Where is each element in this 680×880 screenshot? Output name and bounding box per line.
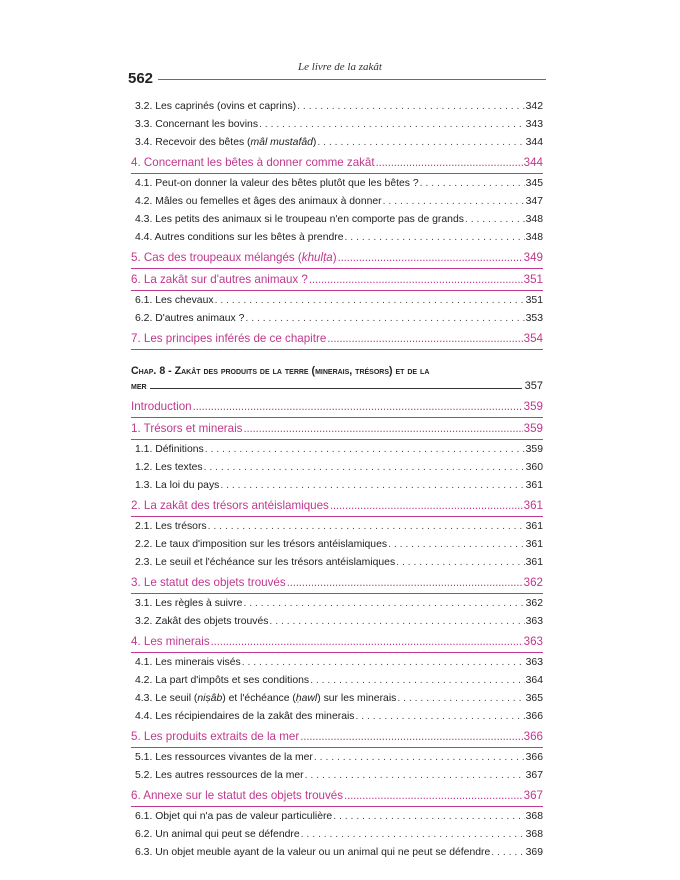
toc-entry[interactable] — [131, 193, 543, 211]
toc-entry-title: 3.4. Recevoir des bêtes (mâl mustafâd) — [135, 137, 317, 148]
toc-entry-title: 3.3. Concernant les bovins — [135, 119, 259, 130]
header-rule — [158, 79, 546, 80]
dot-leader — [193, 397, 523, 417]
table-of-contents — [131, 98, 543, 862]
chapter-leader-rule — [150, 378, 522, 389]
toc-entry-title: 4.1. Peut-on donner la valeur des bêtes plutôt que les bêtes ? — [135, 178, 419, 189]
dot-leader — [259, 116, 525, 134]
toc-entry-title: 1.1. Définitions — [135, 444, 204, 455]
dot-leader — [338, 248, 523, 268]
toc-entry[interactable] — [131, 595, 543, 613]
toc-entry-page: 348 — [525, 214, 543, 225]
toc-entry-page: 348 — [525, 232, 543, 243]
toc-entry-title: 1. Trésors et minerais — [131, 422, 243, 435]
toc-entry[interactable] — [131, 826, 543, 844]
toc-section-entry[interactable] — [131, 270, 543, 291]
toc-entry-page: 342 — [525, 101, 543, 112]
toc-entry-title: 3.2. Zakât des objets trouvés — [135, 616, 269, 627]
dot-leader — [245, 310, 524, 328]
dot-leader — [211, 632, 523, 652]
toc-entry-page: 344 — [525, 137, 543, 148]
toc-entry-title: 2. La zakât des trésors antéislamiques — [131, 499, 329, 512]
dot-leader — [300, 727, 522, 747]
toc-entry[interactable] — [131, 116, 543, 134]
dot-leader — [309, 270, 523, 290]
toc-entry[interactable] — [131, 518, 543, 536]
toc-entry-title: 5.2. Les autres ressources de la mer — [135, 770, 304, 781]
toc-entry[interactable] — [131, 708, 543, 726]
toc-entry-page: 367 — [523, 789, 543, 802]
dot-leader — [376, 153, 523, 173]
toc-entry-page: 366 — [523, 730, 543, 743]
toc-entry-title: 6.3. Un objet meuble ayant de la valeur ou un animal qui ne peut se défendre — [135, 847, 491, 858]
toc-section-entry[interactable] — [131, 727, 543, 748]
toc-entry-title: 3.1. Les règles à suivre — [135, 598, 243, 609]
toc-entry[interactable] — [131, 477, 543, 495]
dot-leader — [314, 749, 525, 767]
toc-entry-title: 6.2. Un animal qui peut se défendre — [135, 829, 300, 840]
toc-entry[interactable] — [131, 310, 543, 328]
toc-entry-page: 347 — [525, 196, 543, 207]
toc-entry-page: 366 — [525, 711, 543, 722]
toc-section-entry[interactable] — [131, 153, 543, 174]
dot-leader — [301, 826, 525, 844]
toc-section-entry[interactable] — [131, 419, 543, 440]
dot-leader — [215, 292, 525, 310]
toc-entry-title: Introduction — [131, 400, 192, 413]
toc-entry-title: 2.2. Le taux d'imposition sur les trésors antéislamiques — [135, 539, 388, 550]
dot-leader — [305, 767, 525, 785]
toc-entry-page: 345 — [525, 178, 543, 189]
toc-entry-title: 6. La zakât sur d'autres animaux ? — [131, 273, 308, 286]
dot-leader — [396, 554, 524, 572]
toc-entry[interactable] — [131, 175, 543, 193]
toc-entry-title: 4.4. Les récipiendaires de la zakât des minerais — [135, 711, 355, 722]
dot-leader — [242, 654, 525, 672]
toc-entry-title: 1.3. La loi du pays — [135, 480, 220, 491]
toc-entry-title: 5. Les produits extraits de la mer — [131, 730, 300, 743]
toc-entry-page: 359 — [523, 422, 543, 435]
toc-entry-title: 5.1. Les ressources vivantes de la mer — [135, 752, 313, 763]
toc-entry-title: 6. Annexe sur le statut des objets trouvés — [131, 789, 344, 802]
dot-leader — [491, 844, 524, 862]
toc-section-entry[interactable] — [131, 329, 543, 350]
toc-entry[interactable] — [131, 690, 543, 708]
toc-entry-page: 361 — [523, 499, 543, 512]
toc-entry-title: 3. Le statut des objets trouvés — [131, 576, 286, 589]
toc-entry-page: 367 — [525, 770, 543, 781]
chapter-title-line2: mer — [131, 380, 147, 392]
toc-entry[interactable] — [131, 98, 543, 116]
toc-entry-title: 7. Les principes inférés de ce chapitre — [131, 332, 327, 345]
chapter-heading[interactable] — [131, 364, 543, 393]
toc-entry-title: 4. Concernant les bêtes à donner comme zakât — [131, 156, 375, 169]
toc-entry[interactable] — [131, 229, 543, 247]
toc-entry-page: 359 — [523, 400, 543, 413]
toc-entry-title: 6.2. D'autres animaux ? — [135, 313, 245, 324]
toc-entry[interactable] — [131, 211, 543, 229]
toc-section-after — [131, 397, 543, 862]
toc-entry-title: 4. Les minerais — [131, 635, 210, 648]
toc-entry-title: 4.2. La part d'impôts et ses conditions — [135, 675, 310, 686]
dot-leader — [345, 229, 525, 247]
toc-entry-page: 363 — [525, 616, 543, 627]
toc-entry[interactable] — [131, 536, 543, 554]
running-header-title: Le livre de la zakât — [298, 61, 382, 73]
dot-leader — [327, 329, 522, 349]
toc-entry-page: 368 — [525, 829, 543, 840]
dot-leader — [420, 175, 525, 193]
dot-leader — [465, 211, 525, 229]
dot-leader — [330, 496, 523, 516]
dot-leader — [317, 134, 524, 152]
toc-entry-page: 366 — [525, 752, 543, 763]
dot-leader — [297, 98, 525, 116]
dot-leader — [220, 477, 524, 495]
toc-section-entry[interactable] — [131, 397, 543, 418]
toc-entry-page: 361 — [525, 557, 543, 568]
toc-entry-page: 362 — [525, 598, 543, 609]
toc-entry[interactable] — [131, 672, 543, 690]
toc-entry-page: 361 — [525, 539, 543, 550]
chapter-title-line1: Chap. 8 - Zakât des produits de la terre (minerais, trésors) et de la — [131, 365, 430, 377]
toc-entry-page: 351 — [523, 273, 543, 286]
toc-entry[interactable] — [131, 749, 543, 767]
toc-entry-title: 4.3. Les petits des animaux si le troupeau n'en comporte pas de grands — [135, 214, 464, 225]
toc-entry-title: 6.1. Objet qui n'a pas de valeur particulière — [135, 811, 333, 822]
dot-leader — [333, 808, 524, 826]
toc-entry-page: 362 — [523, 576, 543, 589]
toc-entry-page: 351 — [525, 295, 543, 306]
toc-entry[interactable] — [131, 459, 543, 477]
toc-section-before — [131, 98, 543, 350]
toc-entry[interactable] — [131, 808, 543, 826]
toc-section-entry[interactable] — [131, 786, 543, 807]
toc-entry-page: 354 — [523, 332, 543, 345]
toc-entry-title: 4.1. Les minerais visés — [135, 657, 241, 668]
dot-leader — [388, 536, 525, 554]
toc-entry[interactable] — [131, 441, 543, 459]
toc-entry-page: 359 — [525, 444, 543, 455]
toc-entry[interactable] — [131, 613, 543, 631]
dot-leader — [269, 613, 524, 631]
toc-entry-page: 363 — [525, 657, 543, 668]
toc-section-entry[interactable] — [131, 632, 543, 653]
toc-section-entry[interactable] — [131, 573, 543, 594]
toc-entry-page: 360 — [525, 462, 543, 473]
toc-entry-title: 4.2. Mâles ou femelles et âges des animaux à donner — [135, 196, 382, 207]
toc-entry-title: 4.4. Autres conditions sur les bêtes à prendre — [135, 232, 344, 243]
toc-entry-title: 2.3. Le seuil et l'échéance sur les trésors antéislamiques — [135, 557, 396, 568]
toc-entry-page: 344 — [523, 156, 543, 169]
dot-leader — [344, 786, 523, 806]
dot-leader — [287, 573, 523, 593]
toc-entry-page: 343 — [525, 119, 543, 130]
toc-entry-page: 361 — [525, 521, 543, 532]
toc-entry[interactable] — [131, 292, 543, 310]
dot-leader — [383, 193, 525, 211]
dot-leader — [355, 708, 524, 726]
toc-entry-title: 5. Cas des troupeaux mélangés (khulṭa) — [131, 251, 337, 264]
toc-entry-page: 353 — [525, 313, 543, 324]
dot-leader — [243, 595, 524, 613]
chapter-page: 357 — [524, 380, 543, 392]
toc-entry-title: 6.1. Les chevaux — [135, 295, 214, 306]
toc-entry[interactable] — [131, 654, 543, 672]
toc-entry-page: 349 — [523, 251, 543, 264]
dot-leader — [208, 518, 525, 536]
dot-leader — [397, 690, 524, 708]
toc-section-entry[interactable] — [131, 496, 543, 517]
dot-leader — [310, 672, 525, 690]
toc-entry-page: 363 — [523, 635, 543, 648]
toc-entry-page: 369 — [525, 847, 543, 858]
toc-entry-page: 368 — [525, 811, 543, 822]
toc-entry-title: 1.2. Les textes — [135, 462, 203, 473]
toc-entry[interactable] — [131, 134, 543, 152]
toc-entry-page: 365 — [525, 693, 543, 704]
page-number: 562 — [128, 70, 154, 87]
toc-entry[interactable] — [131, 767, 543, 785]
toc-section-entry[interactable] — [131, 248, 543, 269]
toc-entry-page: 364 — [525, 675, 543, 686]
dot-leader — [243, 419, 522, 439]
toc-entry-title: 2.1. Les trésors — [135, 521, 207, 532]
toc-entry-title: 3.2. Les caprinés (ovins et caprins) — [135, 101, 297, 112]
toc-entry[interactable] — [131, 554, 543, 572]
dot-leader — [204, 459, 525, 477]
toc-entry[interactable] — [131, 844, 543, 862]
toc-entry-page: 361 — [525, 480, 543, 491]
toc-entry-title: 4.3. Le seuil (niṣâb) et l'échéance (ḥawl) sur les minerais — [135, 693, 397, 704]
dot-leader — [205, 441, 525, 459]
